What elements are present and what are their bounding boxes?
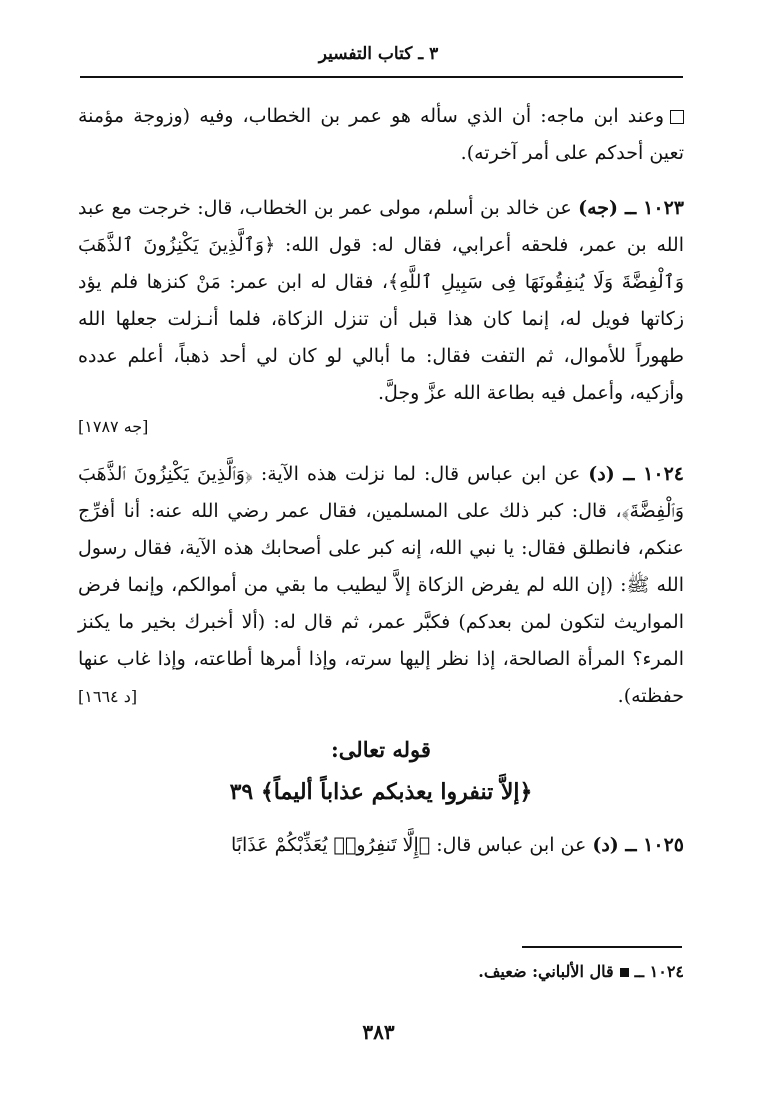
hadith-1023 [78, 190, 684, 412]
section-verse: ﴿إلاَّ تنفروا يعذبكم عذاباً أليماً﴾ ٣٩ [229, 779, 533, 805]
paragraph-intro-text: وعند ابن ماجه: أن الذي سأله هو عمر بن الخطاب، وفيه (وزوجة مؤمنة تعين أحدكم على أمر آخرته). [78, 105, 684, 164]
header-rule [80, 76, 683, 78]
hadith-1024-number: ١٠٢٤ ــ (د) [588, 463, 684, 485]
running-head: ٣ ـ كتاب التفسير [318, 44, 439, 64]
hadith-1024 [78, 456, 684, 715]
hadith-1025-number: ١٠٢٥ ــ (د) [592, 834, 684, 856]
hadith-1023-number: ١٠٢٣ ــ (جه) [578, 197, 684, 219]
black-square-icon [620, 968, 629, 977]
footnote-rule [522, 946, 682, 948]
section-title: قوله تعالى: [331, 737, 431, 762]
footnote-number: ١٠٢٤ ــ [634, 962, 684, 981]
paragraph-intro [78, 98, 684, 172]
hadith-1023-reference: [جه ١٧٨٧] [78, 417, 149, 436]
page-number: ٣٨٣ [362, 1020, 395, 1044]
hadith-1025-text: عن ابن عباس قال: ﴿إِلَّا تَنفِرُوا۟ يُعَذِّبْكُمْ عَذَابًا [230, 834, 593, 856]
footnote-text: قال الألباني: ضعيف. [478, 962, 614, 981]
square-marker-icon [670, 110, 684, 124]
hadith-1024-text: عن ابن عباس قال: لما نزلت هذه الآية: ﴿وَٱلَّذِينَ يَكْنِزُونَ ٱلذَّهَبَ وَٱلْفِضَّةَ﴾، قال: كبر ذلك على المسلمين، فقال عمر رضي الله عنه: أنا أفرِّج عنكم، فانطلق فقال: يا نبي الله، إنه كبر على أصحابك هذه الآية، فقال رسول الله ﷺ: (إن الله لم يفرض الزكاة إلاَّ ليطيب ما بقي من أموالكم، وإنما فرض المواريث لتكون لمن بعدكم) فكبَّر عمر، ثم قال له: (ألا أخبرك بخير ما يكنز المرء؟ المرأة الصالحة، إذا نظر إليها سرته، وإذا أمرها أطاعته، وإذا غاب عنها حفظته). [78, 463, 684, 707]
page-body [78, 98, 684, 864]
hadith-1023-text: عن خالد بن أسلم، مولى عمر بن الخطاب، قال: خرجت مع عبد الله بن عمر، فلحقه أعرابي، فقال له: قول الله: ﴿وَٱلَّذِينَ يَكْنِزُونَ ٱلذَّهَبَ وَٱلْفِضَّةَ وَلَا يُنفِقُونَهَا فِى سَبِيلِ ٱللَّهِ﴾، فقال له ابن عمر: مَنْ كنزها فلم يؤد زكاتها فويل له، إنما كان هذا قبل أن تنزل الزكاة، فلما أنـزلت جعلها الله طهوراً للأموال، ثم التفت فقال: ما أبالي لو كان لي أحد ذهباً، أعلم عدده وأزكيه، وأعمل فيه بطاعة الله عزَّ وجلَّ. [78, 197, 684, 404]
hadith-1025 [78, 827, 684, 864]
footnote [78, 958, 684, 986]
hadith-1024-reference: [د ١٦٦٤] [78, 687, 138, 706]
